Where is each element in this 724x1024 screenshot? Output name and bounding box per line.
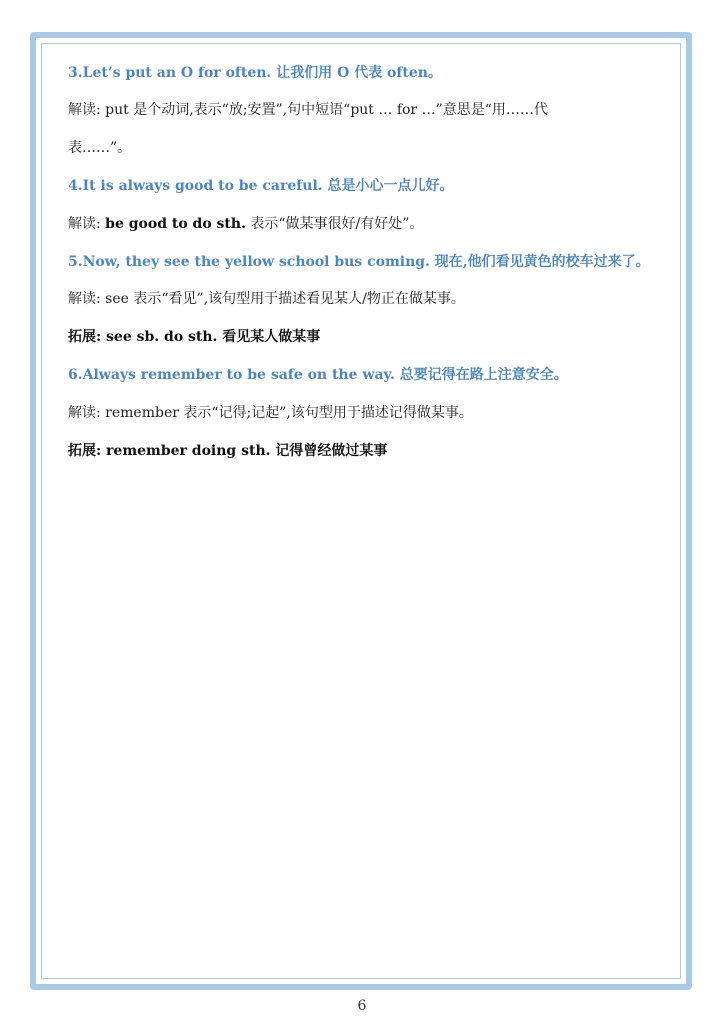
item-6-extend: 拓展: remember doing sth. 记得曾经做过某事 bbox=[68, 443, 388, 459]
explain-prefix: 解读: bbox=[68, 102, 106, 118]
item-3-explain bbox=[68, 100, 548, 120]
item-3-explain-cont: 表……”。 bbox=[68, 140, 132, 156]
item-6-explain bbox=[68, 403, 473, 423]
item-3-title: 3.Let’s put an O for often. 让我们用 O 代表 often。 bbox=[68, 65, 442, 81]
explain-text: remember 表示“记得;记起”,该句型用于描述记得做某事。 bbox=[105, 405, 473, 421]
page-number: 6 bbox=[357, 998, 367, 1014]
item-5-explain bbox=[68, 289, 465, 309]
explain-prefix: 解读: bbox=[68, 216, 106, 232]
explain-prefix: 解读: bbox=[68, 291, 106, 307]
explain-bold: be good to do sth. bbox=[105, 216, 246, 232]
explain-text: 表示“做某事很好/有好处”。 bbox=[245, 216, 424, 232]
item-4-explain bbox=[68, 214, 423, 234]
explain-prefix: 解读: bbox=[68, 405, 106, 421]
item-6-title: 6.Always remember to be safe on the way. 总要记得在路上注意安全。 bbox=[68, 367, 568, 383]
item-5-extend: 拓展: see sb. do sth. 看见某人做某事 bbox=[68, 329, 321, 345]
explain-text: put 是个动词,表示“放;安置”,句中短语“put … for …”意思是“用……代 bbox=[105, 102, 548, 118]
item-4-title: 4.It is always good to be careful. 总是小心一点儿好。 bbox=[68, 178, 454, 194]
item-5-title: 5.Now, they see the yellow school bus coming. 现在,他们看见黄色的校车过来了。 bbox=[68, 254, 650, 270]
explain-text: see 表示“看见”,该句型用于描述看见某人/物正在做某事。 bbox=[105, 291, 465, 307]
